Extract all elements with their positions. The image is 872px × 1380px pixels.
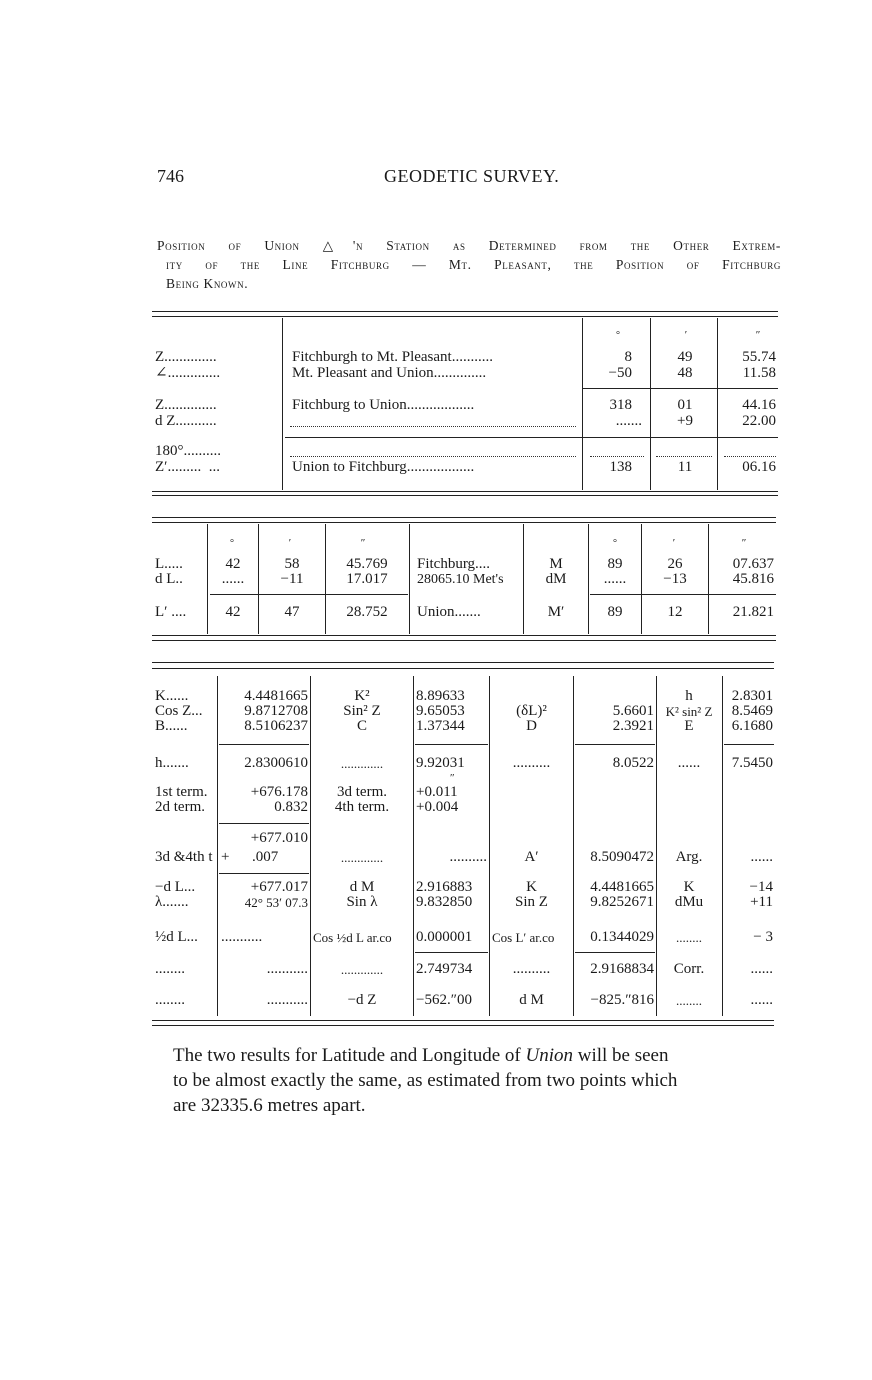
label-dz: d Z...........	[155, 413, 217, 429]
symbol-cell: M′	[547, 604, 565, 620]
calc-cell: + .007	[221, 849, 279, 865]
calc-cell: Sin² Z	[343, 703, 381, 719]
min-unit: ′	[684, 329, 688, 341]
calc-cell: C	[356, 718, 367, 734]
desc-fitchburgh-mtp: Fitchburgh to Mt. Pleasant...........	[292, 349, 493, 365]
calc-cell: +677.017	[250, 879, 308, 895]
dot-leader	[290, 456, 576, 457]
label-z: Z..............	[155, 397, 217, 413]
label-l-prime: L′ ....	[155, 604, 187, 620]
deg-cell: 8	[624, 349, 632, 365]
calc-cell: ........	[676, 930, 702, 945]
min-cell: +9	[677, 413, 693, 429]
calc-cell: 3d term.	[337, 784, 387, 800]
calc-cell: 6.1680	[731, 718, 773, 734]
calc-cell: 2.916883	[416, 879, 473, 895]
calc-cell: ½d L...	[155, 929, 198, 945]
calc-cell: ......	[750, 961, 773, 977]
caption-line-1: Position of Union △'n Station as Determined from the Other Extrem-	[157, 238, 781, 253]
deg-cell: ......	[603, 571, 627, 587]
calc-cell: λ.......	[155, 894, 189, 910]
calc-cell: K	[683, 879, 695, 895]
calc-cell: 2.8301	[731, 688, 773, 704]
sec-cell: 45.769	[346, 556, 388, 572]
min-cell: −11	[280, 571, 304, 587]
min-cell: 12	[667, 604, 683, 620]
label-180: 180°..........	[155, 443, 221, 459]
calc-cell: ......	[750, 849, 773, 865]
sec-cell: 22.00	[742, 413, 776, 429]
calc-cell: h.......	[155, 755, 189, 771]
calc-cell: 0.832	[274, 799, 308, 815]
calc-cell: ......	[750, 992, 773, 1008]
calc-cell: +677.010	[250, 830, 308, 846]
label-z-prime: Z′......... ...	[155, 459, 220, 475]
calc-cell: B......	[155, 718, 188, 734]
calc-cell: ..........	[512, 755, 551, 771]
caption-line-2: ity of the Line Fitchburg — Mt. Pleasant, the Position of Fitchburg	[166, 257, 781, 272]
seconds-mark: ″	[450, 772, 455, 784]
calc-cell: 8.0522	[612, 755, 654, 771]
calc-cell: Arg.	[675, 849, 703, 865]
calc-cell: 2.749734	[416, 961, 473, 977]
calc-cell: 0.000001	[416, 929, 473, 945]
calc-cell: 9.65053	[416, 703, 465, 719]
calc-cell: A′	[524, 849, 539, 865]
deg-cell: 318	[609, 397, 632, 413]
calc-cell: ..........	[449, 849, 487, 865]
calc-cell: 0.1344029	[590, 929, 654, 945]
calc-cell: 9.8712708	[244, 703, 308, 719]
deg-cell: 138	[609, 459, 632, 475]
calc-cell: +0.011	[416, 784, 458, 800]
calc-cell: dMu	[674, 894, 704, 910]
calc-cell: 9.92031	[416, 755, 465, 771]
sec-unit: ″	[741, 537, 747, 549]
min-unit: ′	[672, 537, 676, 549]
desc-fitchburg-union: Fitchburg to Union..................	[292, 397, 475, 413]
calc-cell: .............	[340, 850, 384, 865]
calc-cell: 2.9168834	[590, 961, 654, 977]
label-angle: ∠..............	[155, 365, 221, 381]
calc-cell: 4.4481665	[590, 879, 654, 895]
calc-cell: 2d term.	[155, 799, 205, 815]
calc-cell: 8.5469	[731, 703, 773, 719]
calc-cell: 42° 53′ 07.3	[244, 895, 308, 910]
calc-cell: (δL)²	[516, 703, 547, 719]
calc-cell: −d L...	[155, 879, 196, 895]
calc-cell: K²	[354, 688, 370, 704]
min-unit: ′	[288, 537, 292, 549]
dot-leader	[656, 456, 712, 457]
calc-cell: d M	[519, 992, 544, 1008]
min-cell: 26	[667, 556, 683, 572]
calc-cell: K......	[155, 688, 189, 704]
calc-cell: 9.832850	[416, 894, 473, 910]
calc-cell: 5.6601	[612, 703, 654, 719]
deg-cell: 89	[607, 604, 623, 620]
desc-union-fitchburg: Union to Fitchburg..................	[292, 459, 475, 475]
deg-unit: °	[616, 330, 620, 341]
calc-cell: 3d &4th t	[155, 849, 213, 865]
min-cell: 47	[284, 604, 300, 620]
dot-leader	[590, 456, 644, 457]
sec-cell: 07.637	[732, 556, 774, 572]
deg-cell: ......	[221, 571, 245, 587]
calc-cell: K² sin² Z	[665, 704, 713, 719]
calc-cell: ...........	[266, 961, 308, 977]
sec-unit: ″	[755, 329, 761, 341]
sec-cell: 17.017	[346, 571, 388, 587]
min-cell: −13	[663, 571, 687, 587]
calc-cell: 1st term.	[155, 784, 208, 800]
calc-cell: 8.5106237	[244, 718, 308, 734]
dot-leader	[290, 426, 576, 427]
deg-cell: 42	[225, 556, 241, 572]
body-line-2: to be almost exactly the same, as estimated from two points which	[173, 1070, 678, 1091]
calc-cell: −14	[749, 879, 773, 895]
calc-cell: − 3	[753, 929, 773, 945]
calc-cell: K	[526, 879, 537, 895]
symbol-cell: M	[549, 556, 563, 572]
calc-cell: Cos L′ ar.co	[492, 930, 555, 945]
calc-cell: −825.″816	[590, 992, 654, 1008]
calc-cell: 9.8252671	[590, 894, 654, 910]
body-paragraph	[173, 1043, 785, 1118]
calc-cell: d M	[349, 879, 375, 895]
calc-cell: ........	[155, 992, 185, 1008]
calc-cell: +11	[750, 894, 773, 910]
body-line-1: The two results for Latitude and Longitude of Union will be seen	[173, 1045, 669, 1066]
emphasis-union: Union	[525, 1045, 573, 1066]
calc-cell: 4.4481665	[244, 688, 308, 704]
sec-cell: 45.816	[732, 571, 774, 587]
dot-leader	[724, 456, 776, 457]
calc-cell: 8.89633	[416, 688, 465, 704]
calc-cell: Sin Z	[515, 894, 548, 910]
calc-cell: 4th term.	[334, 799, 390, 815]
label-dl: d L..	[155, 571, 183, 587]
deg-unit: °	[613, 538, 617, 549]
running-head: GEODETIC SURVEY.	[384, 166, 560, 186]
deg-cell: 42	[225, 604, 241, 620]
calc-cell: .............	[340, 962, 384, 977]
calc-cell: ..........	[512, 961, 551, 977]
table-caption	[157, 236, 781, 293]
calc-cell: h	[685, 688, 693, 704]
calc-cell: D	[526, 718, 537, 734]
place-cell: Union.......	[417, 604, 481, 620]
calc-cell: 1.37344	[416, 718, 465, 734]
calc-cell: ........	[676, 993, 702, 1008]
calc-cell: −d Z	[347, 992, 377, 1008]
sec-cell: 21.821	[732, 604, 774, 620]
desc-mtp-union: Mt. Pleasant and Union..............	[292, 365, 487, 381]
calc-cell: 2.8300610	[244, 755, 308, 771]
calc-cell: +0.004	[416, 799, 459, 815]
body-line-3: are 32335.6 metres apart.	[173, 1095, 366, 1116]
calc-cell: E	[684, 718, 694, 734]
calc-cell: 7.5450	[731, 755, 773, 771]
calc-cell: ........	[155, 961, 185, 977]
min-cell: 58	[284, 556, 300, 572]
min-cell: 01	[677, 397, 693, 413]
calc-cell: Corr.	[673, 961, 705, 977]
calc-cell: +676.178	[250, 784, 308, 800]
calc-cell: Cos Z...	[155, 703, 203, 719]
min-cell: 11	[677, 459, 693, 475]
calc-cell: 2.3921	[612, 718, 654, 734]
deg-unit: °	[230, 538, 234, 549]
label-z: Z..............	[155, 349, 217, 365]
calc-cell: 8.5090472	[590, 849, 654, 865]
calc-cell: −562.″00	[416, 992, 472, 1008]
calc-cell: ...........	[221, 929, 263, 945]
calc-cell: Cos ½d L ar.co	[313, 930, 392, 945]
sec-cell: 11.58	[742, 365, 776, 381]
deg-cell: .......	[615, 413, 642, 429]
sec-cell: 55.74	[742, 349, 776, 365]
calc-cell: Sin λ	[346, 894, 378, 910]
caption-line-3: Being Known.	[166, 276, 249, 291]
min-cell: 49	[677, 349, 693, 365]
place-cell: Fitchburg....	[417, 556, 491, 572]
sec-cell: 06.16	[742, 459, 776, 475]
calc-cell: ......	[677, 755, 701, 771]
sec-unit: ″	[360, 537, 366, 549]
place-cell: 28065.10 Met's	[417, 572, 504, 587]
min-cell: 48	[677, 365, 693, 381]
calc-cell: ...........	[266, 992, 308, 1008]
deg-cell: −50	[608, 365, 632, 381]
calc-cell: .............	[340, 756, 384, 771]
sec-cell: 28.752	[346, 604, 388, 620]
symbol-cell: dM	[545, 571, 567, 587]
page-number: 746	[157, 166, 184, 186]
label-l: L.....	[155, 556, 183, 572]
sec-cell: 44.16	[742, 397, 776, 413]
deg-cell: 89	[607, 556, 623, 572]
